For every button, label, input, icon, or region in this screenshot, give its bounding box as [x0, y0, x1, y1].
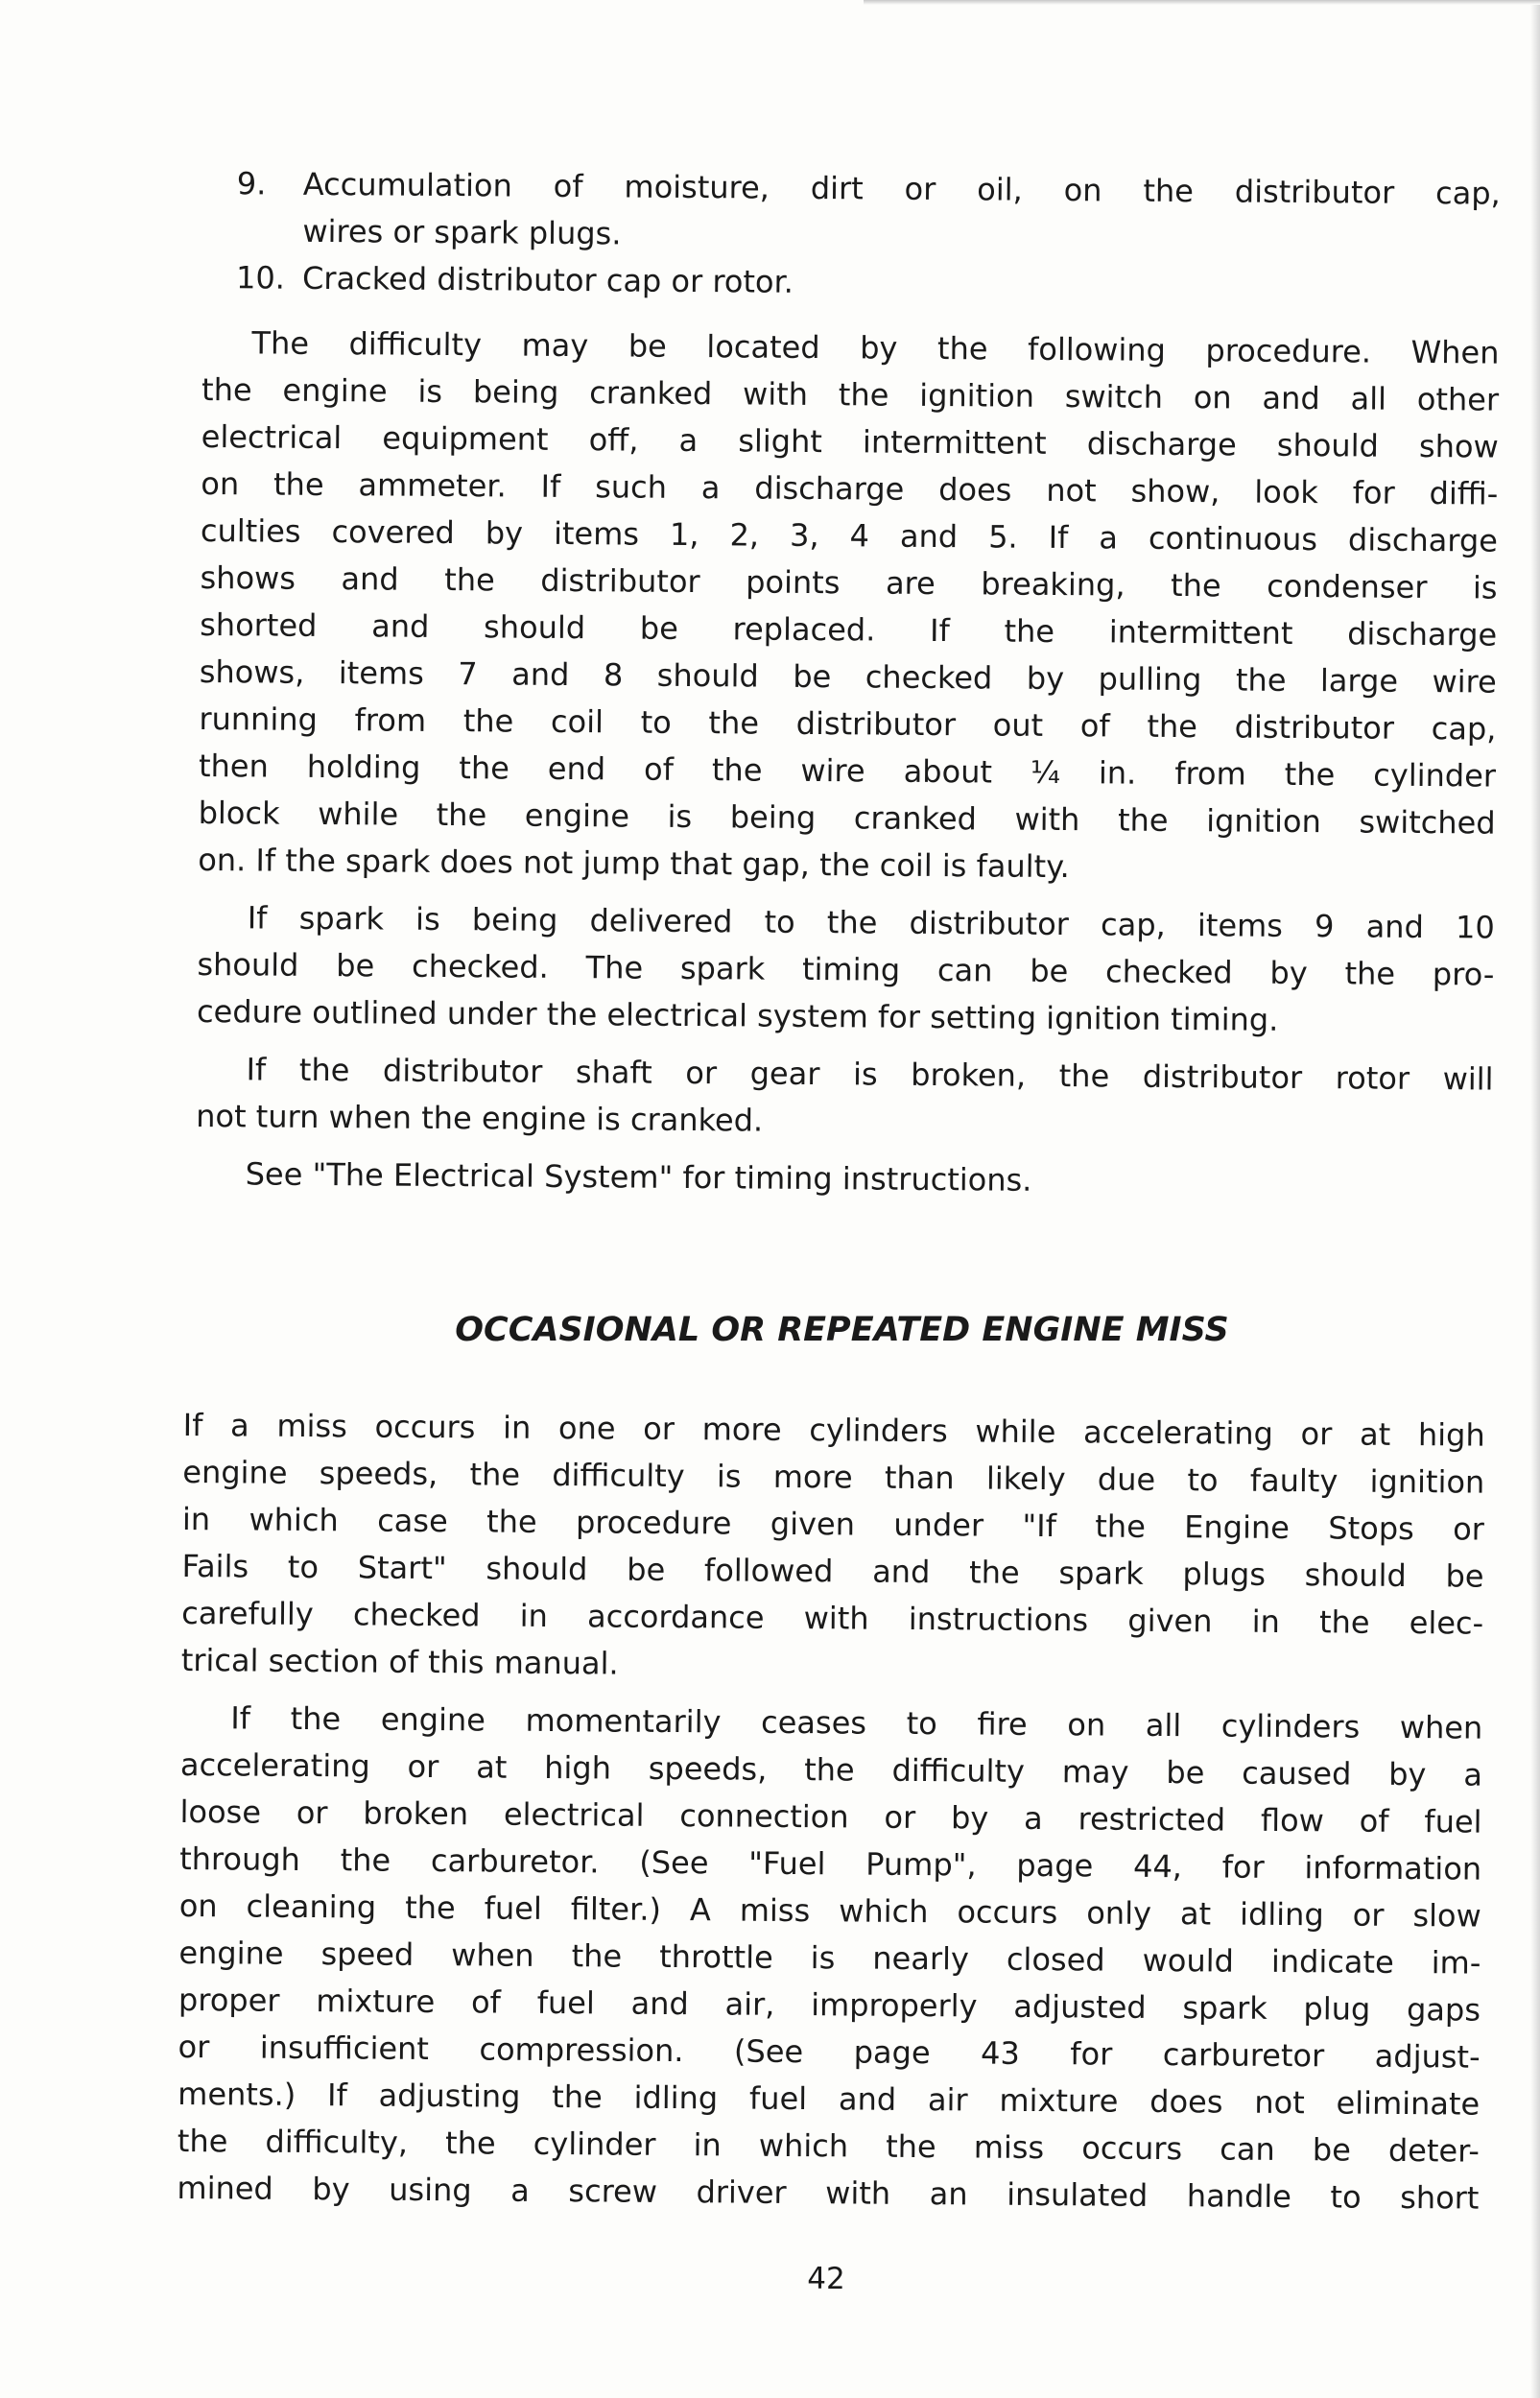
text-line: trical section of this manual. [180, 1641, 619, 1682]
text-line: on cleaning the fuel filter.) A miss which occurs only at idling or slow [178, 1887, 1481, 1935]
text-line: or insufficient compression. (See page 43 for carburetor adjust- [178, 2028, 1481, 2076]
text-line: in which case the procedure given under "If the Engine Stops or [181, 1500, 1485, 1548]
text-line: See "The Electrical System" for timing instructions. [245, 1155, 1032, 1199]
text-line: If the engine momentarily ceases to fire on all cylinders when [230, 1699, 1483, 1746]
paragraph [181, 1402, 1485, 1695]
text-line: block while the engine is being cranked with the ignition switched [198, 794, 1496, 842]
text-line: electrical equipment off, a slight intermittent discharge should show [201, 417, 1499, 465]
list-item [202, 254, 1500, 312]
top-section [196, 160, 1501, 1208]
list-item [202, 160, 1501, 265]
text-line: If the distributor shaft or gear is broken, the distributor rotor will [246, 1051, 1494, 1098]
text-line: not turn when the engine is cranked. [196, 1097, 764, 1139]
text-line: wires or spark plugs. [302, 212, 622, 252]
page-number: 42 [807, 2262, 845, 2296]
text-line: mined by using a screw driver with an insulated handle to short [177, 2169, 1480, 2217]
text-line: the difficulty, the cylinder in which the miss occurs can be deter- [177, 2122, 1480, 2170]
text-line: engine speeds, the difficulty is more than likely due to faulty ignition [182, 1453, 1485, 1501]
paragraph [196, 1151, 1493, 1208]
paragraph [198, 320, 1500, 894]
text-line: culties covered by items 1, 2, 3, 4 and 5. If a continuous discharge [200, 511, 1499, 559]
text-line: through the carburetor. (See "Fuel Pump", page 44, for information [179, 1840, 1482, 1888]
text-line: If a miss occurs in one or more cylinders while accelerating or at high [182, 1406, 1485, 1454]
text-line: the engine is being cranked with the ignition switch on and all other [201, 370, 1500, 418]
text-line: engine speed when the throttle is nearly closed would indicate im- [178, 1934, 1481, 1982]
text-line: accelerating or at high speeds, the difficulty may be caused by a [179, 1745, 1483, 1793]
page-edge-shadow [1530, 0, 1540, 2398]
text-line: proper mixture of fuel and air, improperly adjusted spark plug gaps [178, 1981, 1481, 2029]
text-line: ments.) If adjusting the idling fuel and air mixture does not eliminate [178, 2075, 1481, 2123]
text-line: If spark is being delivered to the distributor cap, items 9 and 10 [247, 899, 1495, 946]
paragraph [197, 894, 1495, 1046]
page-top-shadow [864, 0, 1540, 5]
paragraph [177, 1695, 1482, 2222]
text-line: shorted and should be replaced. If the intermittent discharge [200, 605, 1498, 653]
bottom-section [177, 1391, 1485, 2222]
text-line: shows, items 7 and 8 should be checked by pulling the large wire [199, 653, 1497, 700]
item-number: 9. [236, 165, 267, 202]
paragraph [196, 1046, 1494, 1151]
text-line: shows and the distributor points are breaking, the condenser is [200, 558, 1498, 606]
text-line: The difficulty may be located by the following procedure. When [251, 324, 1500, 371]
text-line: running from the coil to the distributor out of the distributor cap, [199, 700, 1497, 748]
text-line: then holding the end of the wire about ¼ in. from the cylinder [198, 747, 1497, 795]
text-line: loose or broken electrical connection or by a restricted flow of fuel [179, 1793, 1482, 1840]
text-line: Fails to Start" should be followed and the spark plugs should be [181, 1547, 1484, 1595]
item-number: 10. [235, 259, 286, 297]
text-line: cedure outlined under the electrical system for setting ignition timing. [196, 992, 1279, 1038]
text-line: carefully checked in accordance with instructions given in the elec- [181, 1594, 1484, 1642]
text-line: should be checked. The spark timing can be checked by the pro- [197, 945, 1495, 993]
text-line: on. If the spark does not jump that gap, the coil is faulty. [198, 841, 1070, 886]
text-line: on the ammeter. If such a discharge does not show, look for diffi- [201, 464, 1499, 512]
text-line: Cracked distributor cap or rotor. [301, 259, 794, 300]
text-line: Accumulation of moisture, dirt or oil, on the distributor cap, [302, 165, 1501, 212]
section-heading: OCCASIONAL OR REPEATED ENGINE MISS [455, 1311, 1229, 1349]
